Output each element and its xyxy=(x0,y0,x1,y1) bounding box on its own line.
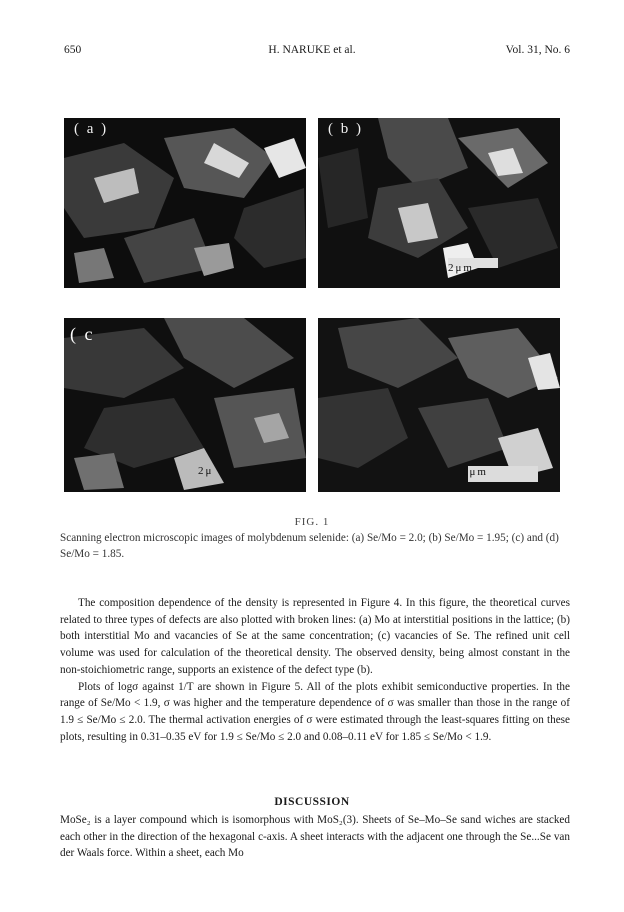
panel-label-c: ( c xyxy=(70,324,95,344)
sem-image-panel-d xyxy=(318,318,560,492)
sem-image-a-graphic xyxy=(64,118,306,288)
figure-title: FIG. 1 xyxy=(294,516,330,528)
body-text xyxy=(60,595,570,745)
sem-image-c-graphic xyxy=(64,318,306,492)
sem-image-b-graphic xyxy=(318,118,560,288)
paragraph-density: The composition dependence of the density is represented in Figure 4. In this figure, the theoretical curves related to three types of defects are also plotted with broken lines: (a) Mo at interstitial positions in the lattice; (b) both interstitial Mo and vacancies of Se at the same concentration; (c) vacancies of Se. The refined unit cell volume was used for calculation of the theoretical density. The observed density, being almost constant in the non-stoichiometric range, supports an existence of the defect type (b). xyxy=(60,597,570,676)
sem-image-d-graphic xyxy=(318,318,560,492)
page-number: 650 xyxy=(64,44,82,56)
sem-image-panel-a xyxy=(64,118,306,288)
panel-label-a: ( a ) xyxy=(74,121,109,137)
paragraph-conductivity: Plots of logσ against 1/T are shown in Figure 5. All of the plots exhibit semiconductive properties. In the range of Se/Mo < 1.9, σ was higher and the temperature dependence of σ was smaller than those in the range of 1.9 ≤ Se/Mo ≤ 2.0. The thermal activation energies of σ were estimated through the least-squares fitting on these plots, resulting in 0.31–0.35 eV for 1.9 ≤ Se/Mo ≤ 2.0 and 0.08–0.11 eV for 1.85 ≤ Se/Mo < 1.9. xyxy=(60,680,570,743)
scale-bar-d: 1μm xyxy=(462,466,488,478)
sem-image-panel-c xyxy=(64,318,306,492)
discussion-text-block xyxy=(60,812,570,862)
paragraph-discussion: MoSe₂ is a layer compound which is isomorphous with MoS₂(3). Sheets of Se–Mo–Se sand wiches are stacked each other in the direction of the hexagonal c-axis. A sheet interacts with the adjacent one through the Se...Se van der Waals force. Within a sheet, each Mo xyxy=(60,814,570,860)
running-authors: H. NARUKE et al. xyxy=(268,44,356,56)
scale-bar-b: 2μm xyxy=(448,262,474,274)
sem-image-panel-b xyxy=(318,118,560,288)
section-heading-discussion: DISCUSSION xyxy=(274,796,350,808)
panel-label-b: ( b ) xyxy=(328,121,363,137)
journal-volume: Vol. 31, No. 6 xyxy=(505,44,570,56)
figure-caption: Scanning electron microscopic images of molybdenum selenide: (a) Se/Mo = 2.0; (b) Se/Mo = 1.95; (c) and (d) Se/Mo = 1.85. xyxy=(60,532,559,560)
scale-bar-c: 2μ xyxy=(198,465,214,477)
